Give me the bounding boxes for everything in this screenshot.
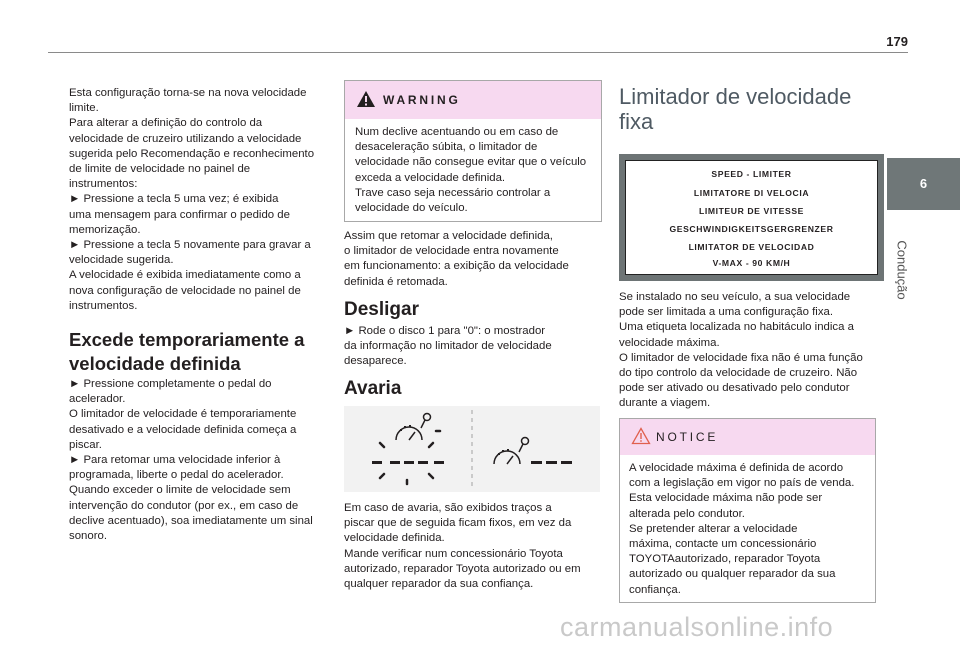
text-line: Quando exceder o limite de velocidade sem	[69, 484, 291, 497]
fault-display-figure	[344, 406, 600, 492]
section-heading-fixed-limiter	[619, 84, 877, 134]
label-line: LIMITATOR DE VELOCIDAD	[688, 242, 815, 252]
label-line: LIMITEUR DE VITESSE	[699, 206, 804, 216]
text-line: qualquer reparador da sua confiança.	[344, 578, 534, 591]
text-line: O limitador de velocidade é temporariamente	[69, 408, 297, 421]
text-line: Se pretender alterar a velocidade	[629, 522, 798, 535]
text-line: desaceleração súbita, o limitador de	[355, 141, 538, 154]
text-line: alterada pelo condutor.	[629, 507, 745, 520]
text-line: velocidade definida.	[344, 532, 445, 545]
text-line: durante a viagem.	[619, 397, 711, 410]
section-heading-fault: Avaria	[344, 378, 402, 399]
text-line: piscar que de seguida ficam fixos, em vez da	[344, 517, 572, 530]
notice-triangle-icon	[631, 427, 651, 445]
label-line: V-MAX - 90 KM/H	[712, 258, 791, 268]
text-line: Trave caso seja necessário controlar a	[355, 186, 551, 199]
text-line: velocidade máxima.	[619, 336, 720, 349]
text-line: velocidade de cruzeiro utilizando a velocidade	[69, 132, 302, 145]
speed-limiter-label	[625, 160, 878, 275]
text-line: autorizado, reparador Toyota autorizado ou em	[344, 562, 581, 575]
text-line: O limitador de velocidade fixa não é uma função	[619, 351, 863, 364]
text-line: da informação no limitador de velocidade	[344, 340, 552, 353]
text-line: velocidade sugerida.	[69, 254, 174, 267]
text-line: definida é retomada.	[344, 275, 448, 288]
section-heading-off: Desligar	[344, 299, 419, 320]
text-line: ► Pressione a tecla 5 novamente para gravar a	[69, 239, 311, 252]
text-line: Mande verificar num concessionário Toyota	[344, 547, 563, 560]
text-line: velocidade não consegue evitar que o veículo	[355, 156, 587, 169]
warning-triangle-icon	[356, 90, 376, 108]
text-line: piscar.	[69, 438, 102, 451]
text-line: programada, liberte o pedal do acelerador.	[69, 469, 284, 482]
warning-header	[345, 81, 601, 119]
text-line: instrumentos:	[69, 178, 138, 191]
text-line: uma mensagem para confirmar o pedido de	[69, 208, 290, 221]
text-line: ► Pressione a tecla 5 uma vez; é exibida	[69, 193, 279, 206]
text-line: ► Para retomar uma velocidade inferior à	[69, 454, 281, 467]
text-line: máxima, contacte um concessionário	[629, 538, 817, 551]
text-line: sonoro.	[69, 530, 107, 543]
warning-text	[355, 125, 595, 216]
label-line: SPEED - LIMITER	[711, 169, 792, 179]
text-line: nova configuração de velocidade no painel de	[69, 284, 301, 297]
notice-text	[629, 461, 869, 598]
top-rule	[48, 52, 908, 53]
label-line: GESCHWINDIGKEITSGERGRENZER	[669, 224, 834, 234]
text-line: acelerador.	[69, 393, 126, 406]
text-line: intervenção do condutor (por ex., em caso de	[69, 499, 299, 512]
text-line: limite.	[69, 102, 99, 115]
col1-exceed	[69, 377, 327, 544]
col2-resume	[344, 229, 600, 290]
heading-line: fixa	[619, 109, 654, 134]
text-line: desaparece.	[344, 355, 407, 368]
text-line: em funcionamento: a exibição da velocidade	[344, 260, 569, 273]
text-line: Se instalado no seu veículo, a sua velocidade	[619, 291, 851, 303]
heading-line: Limitador de velocidade	[619, 84, 852, 109]
section-heading-exceed	[69, 328, 327, 376]
text-line: instrumentos.	[69, 299, 138, 312]
chapter-label-text: Condução	[894, 240, 910, 300]
text-line: ► Rode o disco 1 para "0": o mostrador	[344, 325, 546, 337]
text-line: declive acentuado), soa imediatamente um sinal	[69, 514, 313, 527]
text-line: Uma etiqueta localizada no habitáculo indica a	[619, 321, 854, 334]
text-line: Esta velocidade máxima não pode ser	[629, 492, 823, 505]
col2-off	[344, 324, 600, 370]
heading-line: Excede temporariamente a	[69, 329, 305, 350]
text-line: A velocidade é exibida imediatamente como a	[69, 269, 301, 282]
chapter-tab[interactable]: 6	[887, 158, 960, 210]
text-line: ► Pressione completamente o pedal do	[69, 378, 272, 390]
text-line: exceda a velocidade definida.	[355, 171, 506, 184]
text-line: o limitador de velocidade entra novamente	[344, 245, 559, 258]
text-line: do tipo controlo da velocidade de cruzeiro. Não	[619, 367, 858, 380]
text-line: pode ser limitada a uma configuração fixa.	[619, 306, 834, 319]
col2-fault	[344, 501, 600, 592]
warning-callout	[344, 80, 602, 222]
text-line: desativado e a velocidade definida começa a	[69, 423, 297, 436]
notice-title: NOTICE	[656, 430, 719, 444]
warning-title: WARNING	[383, 93, 461, 107]
text-line: de limite de velocidade no painel de	[69, 163, 251, 176]
heading-line: velocidade definida	[69, 353, 241, 374]
text-line: TOYOTAautorizado, reparador Toyota	[629, 553, 821, 566]
page-number: 179	[886, 34, 908, 49]
text-line: confiança.	[629, 583, 681, 596]
text-line: Em caso de avaria, são exibidos traços a	[344, 502, 552, 514]
notice-callout	[619, 418, 876, 603]
text-line: autorizado ou qualquer reparador da sua	[629, 568, 836, 581]
text-line: Assim que retomar a velocidade definida,	[344, 230, 553, 242]
text-line: memorização.	[69, 223, 141, 236]
text-line: Num declive acentuando ou em caso de	[355, 126, 559, 138]
text-line: A velocidade máxima é definida de acordo	[629, 462, 844, 474]
speed-limiter-fault-icon	[344, 406, 600, 492]
col1-intro	[69, 86, 327, 314]
watermark: carmanualsonline.info	[560, 612, 834, 642]
text-line: Para alterar a definição do controlo da	[69, 117, 263, 130]
col3-body	[619, 290, 877, 412]
text-line: com a legislação em vigor no país de venda.	[629, 477, 855, 490]
label-line: LIMITATORE DI VELOCIA	[693, 188, 810, 198]
text-line: sugerida pelo Recomendação e reconhecimento	[69, 147, 315, 160]
speed-limiter-label-figure	[619, 154, 884, 281]
text-line: pode ser ativado ou desativado pelo condutor	[619, 382, 850, 395]
text-line: velocidade do veículo.	[355, 202, 468, 215]
text-line: Esta configuração torna-se na nova velocidade	[69, 87, 307, 99]
notice-header	[620, 419, 875, 455]
chapter-label	[887, 220, 917, 320]
